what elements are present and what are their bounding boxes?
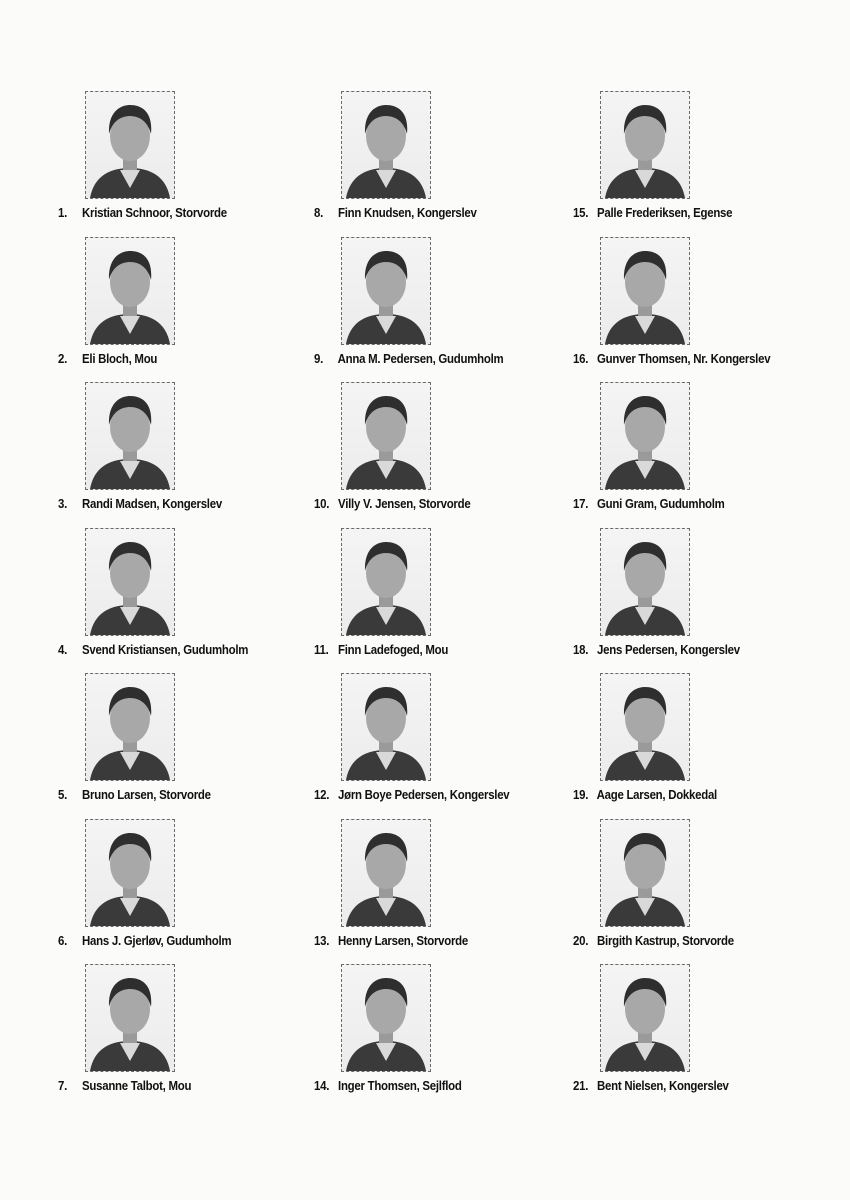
member-caption (314, 642, 448, 657)
member-caption (314, 205, 477, 220)
member-number: 1. (58, 205, 68, 220)
member-caption (314, 1078, 462, 1093)
member-number: 6. (58, 932, 68, 948)
portrait-silhouette-icon (601, 238, 689, 344)
portrait-silhouette-icon (86, 383, 174, 489)
portrait-silhouette-icon (342, 529, 430, 635)
member-name: Birgith Kastrup, Storvorde (597, 932, 734, 948)
member-name: Kristian Schnoor, Storvorde (82, 205, 227, 220)
member-caption (314, 933, 468, 948)
member-entry (573, 670, 850, 816)
member-photo (600, 91, 690, 199)
member-name: Eli Bloch, Mou (82, 350, 158, 366)
member-number: 7. (58, 1078, 68, 1093)
portrait-silhouette-icon (601, 383, 689, 489)
portrait-silhouette-icon (86, 529, 174, 635)
member-caption (58, 933, 231, 948)
member-entry (573, 88, 850, 234)
member-photo (341, 91, 431, 199)
member-number: 18. (573, 641, 589, 657)
member-name: Henny Larsen, Storvorde (338, 932, 469, 948)
member-number: 11. (314, 641, 329, 657)
member-entry (314, 670, 604, 816)
member-entry (58, 961, 348, 1107)
member-entry (314, 379, 604, 525)
member-entry (573, 234, 850, 380)
member-entry (314, 961, 604, 1107)
member-caption (58, 1078, 191, 1093)
member-entry (573, 379, 850, 525)
member-caption (573, 787, 717, 802)
portrait-silhouette-icon (601, 965, 689, 1071)
member-caption (573, 351, 770, 366)
member-photo (341, 964, 431, 1072)
member-number: 5. (58, 787, 68, 802)
member-name: Palle Frederiksen, Egense (597, 205, 733, 220)
member-number: 3. (58, 496, 68, 511)
member-caption (314, 496, 470, 511)
member-entry (58, 525, 348, 671)
member-name: Finn Ladefoged, Mou (338, 641, 449, 657)
member-name: Aage Larsen, Dokkedal (596, 787, 717, 802)
member-photo (341, 819, 431, 927)
portrait-silhouette-icon (601, 92, 689, 198)
portrait-silhouette-icon (342, 92, 430, 198)
member-caption (573, 496, 725, 511)
member-number: 16. (573, 350, 589, 366)
portrait-silhouette-icon (342, 238, 430, 344)
member-photo (85, 673, 175, 781)
member-name: Gunver Thomsen, Nr. Kongerslev (597, 350, 771, 366)
member-entry (573, 525, 850, 671)
member-number: 4. (58, 641, 68, 657)
member-number: 9. (314, 350, 324, 366)
member-name: Jørn Boye Pedersen, Kongerslev (338, 787, 510, 802)
column-2 (314, 88, 604, 1107)
column-3 (573, 88, 850, 1107)
member-photo (85, 237, 175, 345)
member-name: Guni Gram, Gudumholm (597, 496, 725, 511)
portrait-silhouette-icon (601, 529, 689, 635)
member-entry (58, 234, 348, 380)
portrait-silhouette-icon (86, 674, 174, 780)
member-caption (58, 351, 157, 366)
member-entry (314, 234, 604, 380)
member-entry (58, 88, 348, 234)
portrait-silhouette-icon (86, 238, 174, 344)
member-caption (58, 787, 211, 802)
member-entry (314, 525, 604, 671)
member-photo (341, 237, 431, 345)
member-name: Hans J. Gjerløv, Gudumholm (82, 932, 232, 948)
member-entry (58, 379, 348, 525)
member-photo (600, 528, 690, 636)
member-name: Inger Thomsen, Sejlflod (338, 1078, 462, 1093)
member-caption (314, 787, 509, 802)
member-photo (341, 382, 431, 490)
member-entry (573, 961, 850, 1107)
member-caption (573, 1078, 729, 1093)
member-entry (314, 88, 604, 234)
member-number: 12. (314, 787, 330, 802)
member-photo (600, 819, 690, 927)
member-number: 13. (314, 932, 330, 948)
portrait-silhouette-icon (342, 383, 430, 489)
member-photo (85, 91, 175, 199)
member-name: Randi Madsen, Kongerslev (82, 496, 222, 511)
column-1 (58, 88, 348, 1107)
portrait-silhouette-icon (601, 820, 689, 926)
member-name: Svend Kristiansen, Gudumholm (82, 641, 249, 657)
member-photo (600, 673, 690, 781)
member-photo (341, 673, 431, 781)
member-photo (85, 819, 175, 927)
member-number: 15. (573, 205, 589, 220)
member-number: 14. (314, 1078, 330, 1093)
member-entry (314, 816, 604, 962)
member-caption (573, 933, 734, 948)
member-caption (573, 205, 732, 220)
member-caption (58, 205, 227, 220)
member-name: Anna M. Pedersen, Gudumholm (337, 350, 504, 366)
member-photo (85, 382, 175, 490)
portrait-silhouette-icon (342, 674, 430, 780)
member-number: 21. (573, 1078, 589, 1093)
member-entry (573, 816, 850, 962)
member-name: Bent Nielsen, Kongerslev (597, 1078, 729, 1093)
member-photo (341, 528, 431, 636)
member-number: 19. (573, 787, 589, 802)
member-caption (314, 351, 503, 366)
member-photo (600, 237, 690, 345)
member-number: 8. (314, 205, 324, 220)
member-name: Villy V. Jensen, Storvorde (338, 496, 471, 511)
portrait-silhouette-icon (86, 965, 174, 1071)
member-name: Finn Knudsen, Kongerslev (338, 205, 477, 220)
member-photo (85, 964, 175, 1072)
portrait-silhouette-icon (86, 92, 174, 198)
portrait-silhouette-icon (86, 820, 174, 926)
portrait-silhouette-icon (342, 820, 430, 926)
member-photo (600, 382, 690, 490)
member-number: 10. (314, 496, 330, 511)
member-name: Bruno Larsen, Storvorde (82, 787, 211, 802)
member-name: Jens Pedersen, Kongerslev (597, 641, 740, 657)
member-caption (573, 642, 740, 657)
member-name: Susanne Talbot, Mou (82, 1078, 192, 1093)
portrait-silhouette-icon (601, 674, 689, 780)
member-entry (58, 670, 348, 816)
portrait-silhouette-icon (342, 965, 430, 1071)
member-number: 20. (573, 932, 589, 948)
member-number: 17. (573, 496, 589, 511)
member-caption (58, 496, 222, 511)
member-photo (85, 528, 175, 636)
member-photo (600, 964, 690, 1072)
member-caption (58, 642, 248, 657)
member-number: 2. (58, 350, 68, 366)
member-entry (58, 816, 348, 962)
